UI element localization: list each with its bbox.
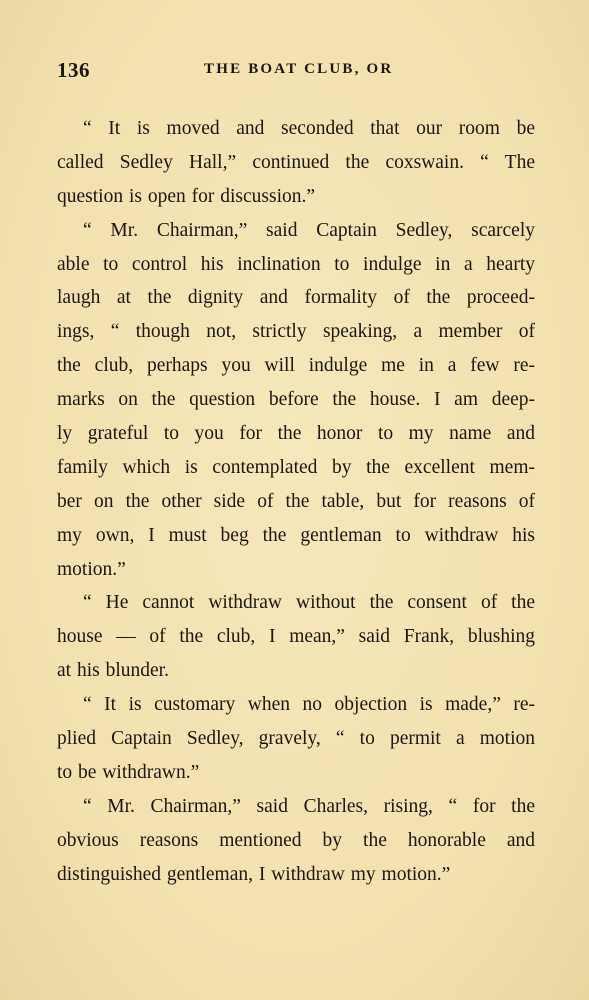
body-text bbox=[57, 112, 535, 891]
text-line: called Sedley Hall,” continued the coxswain. “ The bbox=[57, 151, 535, 173]
paragraph bbox=[57, 214, 535, 587]
text-line: “ He cannot withdraw without the consent of the bbox=[83, 592, 535, 614]
text-line: ly grateful to you for the honor to my name and bbox=[57, 423, 535, 445]
text-line: laugh at the dignity and formality of the proceed- bbox=[57, 287, 535, 309]
text-line: ings, “ though not, strictly speaking, a member of bbox=[57, 321, 535, 343]
text-line: “ It is customary when no objection is made,” re- bbox=[83, 694, 535, 716]
text-line: distinguished gentleman, I withdraw my motion.” bbox=[57, 863, 451, 885]
text-line: motion.” bbox=[57, 558, 126, 580]
text-line: to be withdrawn.” bbox=[57, 761, 200, 783]
text-line: marks on the question before the house. I am deep- bbox=[57, 389, 535, 411]
text-line: plied Captain Sedley, gravely, “ to permit a motion bbox=[57, 728, 535, 750]
running-head: THE BOAT CLUB, OR bbox=[204, 61, 394, 77]
text-line: family which is contemplated by the excellent mem- bbox=[57, 456, 535, 478]
text-line: the club, perhaps you will indulge me in a few re- bbox=[57, 355, 535, 377]
text-line: able to control his inclination to indulge in a hearty bbox=[57, 253, 535, 275]
page-header bbox=[57, 58, 535, 84]
text-line: obvious reasons mentioned by the honorable and bbox=[57, 829, 535, 851]
text-line: “ Mr. Chairman,” said Captain Sedley, scarcely bbox=[83, 219, 535, 241]
page-number: 136 bbox=[57, 58, 90, 82]
paragraph bbox=[57, 112, 535, 214]
paragraph bbox=[57, 790, 535, 892]
paragraph bbox=[57, 688, 535, 790]
text-line: my own, I must beg the gentleman to withdraw his bbox=[57, 524, 535, 546]
text-line: question is open for discussion.” bbox=[57, 185, 316, 207]
text-line: ber on the other side of the table, but for reasons of bbox=[57, 490, 535, 512]
text-line: “ It is moved and seconded that our room be bbox=[83, 118, 535, 139]
text-line: “ Mr. Chairman,” said Charles, rising, “ for the bbox=[83, 795, 535, 817]
text-line: at his blunder. bbox=[57, 660, 169, 682]
text-line: house — of the club, I mean,” said Frank, blushing bbox=[57, 626, 535, 648]
paragraph bbox=[57, 586, 535, 688]
